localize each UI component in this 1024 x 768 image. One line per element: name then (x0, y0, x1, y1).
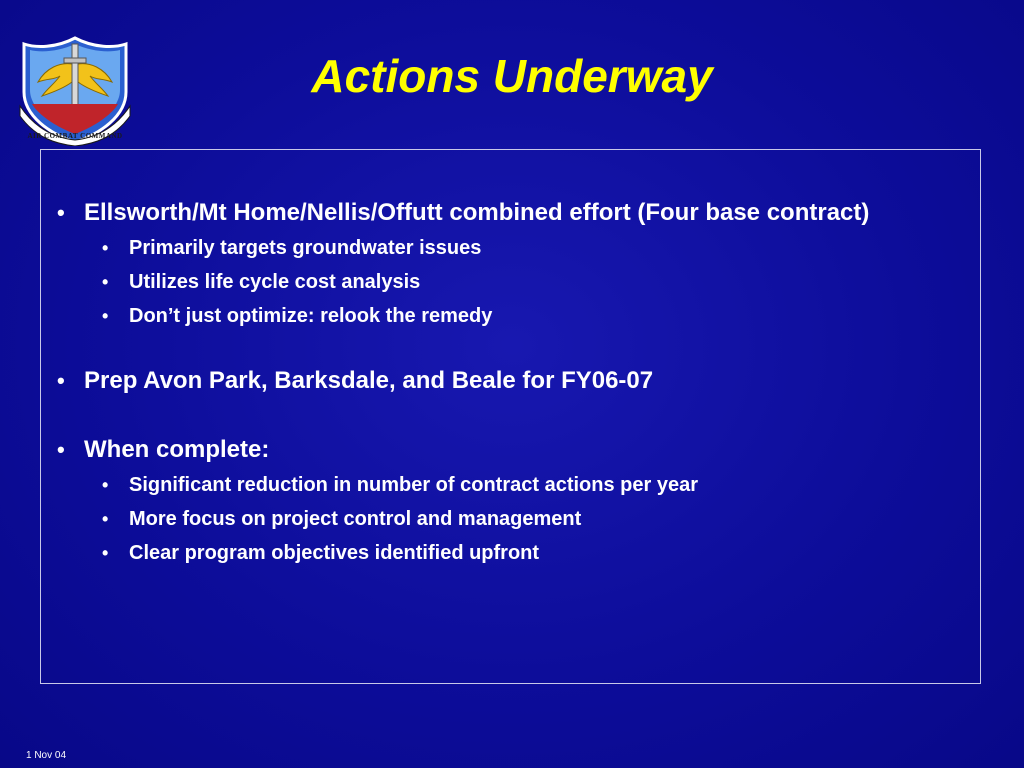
sub-list-item (84, 265, 947, 299)
sub-bullet-text: Utilizes life cycle cost analysis (129, 271, 421, 293)
bullet-icon: • (102, 306, 109, 326)
sub-list-item (84, 231, 947, 265)
bullet-icon: • (102, 509, 109, 529)
bullet-icon: • (57, 437, 65, 462)
bullet-icon: • (57, 368, 65, 393)
sub-bullet-text: Primarily targets groundwater issues (129, 237, 482, 259)
sub-bullet-text: Don’t just optimize: relook the remedy (129, 305, 493, 327)
bullet-text: Ellsworth/Mt Home/Nellis/Offutt combined effort (Four base contract) (84, 199, 870, 226)
sub-list (84, 468, 947, 570)
bullet-icon: • (102, 543, 109, 563)
content-box (40, 149, 981, 684)
bullet-text: Prep Avon Park, Barksdale, and Beale for FY06-07 (84, 367, 654, 394)
sub-bullet-text: Clear program objectives identified upfront (129, 542, 540, 564)
list-item (57, 198, 947, 333)
footer-date: 1 Nov 04 (26, 750, 67, 761)
list-item (57, 366, 947, 395)
list-item (57, 435, 947, 570)
sub-bullet-text: Significant reduction in number of contract actions per year (129, 474, 698, 496)
sub-list-item (84, 299, 947, 333)
sub-list-item (84, 536, 947, 570)
sub-list-item (84, 502, 947, 536)
sub-bullet-text: More focus on project control and management (129, 508, 582, 530)
svg-text:AIR COMBAT COMMAND: AIR COMBAT COMMAND (27, 132, 123, 140)
bullet-icon: • (102, 475, 109, 495)
bullet-icon: • (102, 272, 109, 292)
sub-list (84, 231, 947, 333)
bullet-icon: • (102, 238, 109, 258)
page-title: Actions Underway (311, 50, 713, 102)
bullet-icon: • (57, 200, 65, 225)
bullet-text: When complete: (84, 436, 270, 463)
sub-list-item (84, 468, 947, 502)
bullet-list (57, 198, 947, 570)
